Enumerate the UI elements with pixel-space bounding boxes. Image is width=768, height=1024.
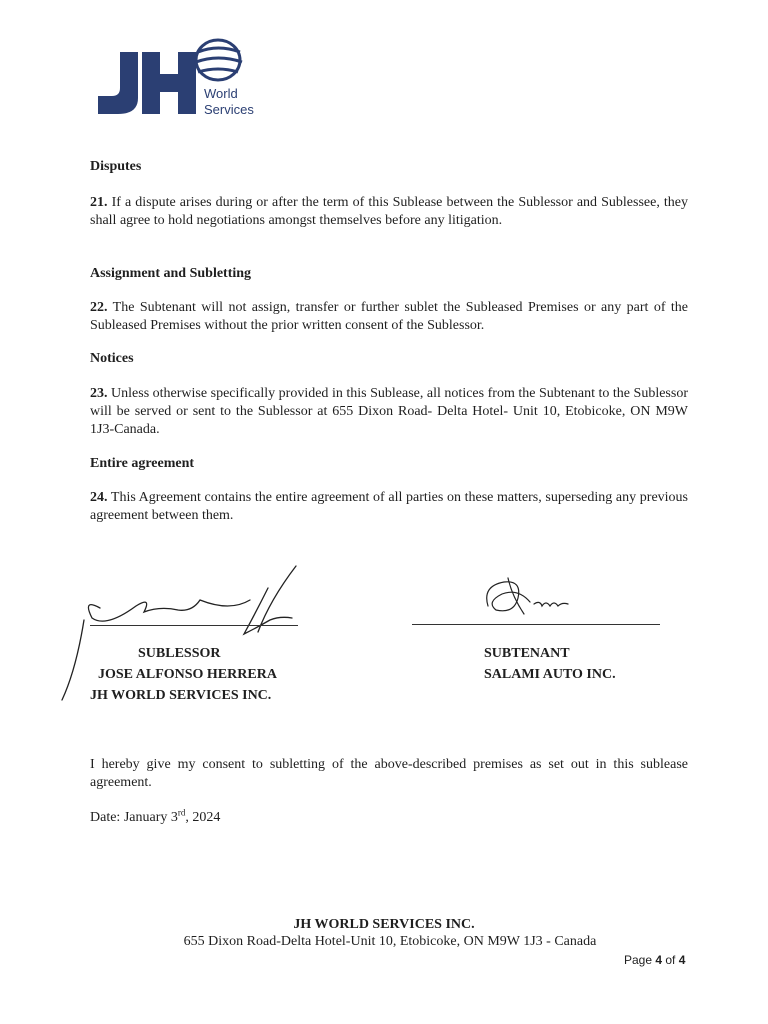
logo-word-services: Services <box>204 102 254 117</box>
page-number <box>624 953 685 967</box>
heading-notices: Notices <box>90 351 134 366</box>
clause-number: 22. <box>90 300 108 315</box>
heading-entire-agreement: Entire agreement <box>90 456 195 471</box>
clause-text: If a dispute arises during or after the term of this Sublease between the Sublessor and Sublessee, they shall agree to hold negotiations amongst themselves before any litigation. <box>90 195 689 228</box>
clause-number: 21. <box>90 195 108 210</box>
page-current: 4 <box>655 953 663 967</box>
footer-company: JH WORLD SERVICES INC. <box>293 917 475 932</box>
subtenant-signature-line <box>412 624 660 625</box>
date-year: , 2024 <box>185 810 221 825</box>
heading-assignment: Assignment and Subletting <box>90 266 252 281</box>
logo-word-world: World <box>204 86 238 101</box>
clause-23 <box>90 385 688 439</box>
clause-24 <box>90 489 688 525</box>
sublessor-signature-line <box>90 625 298 626</box>
clause-22 <box>90 299 688 335</box>
consent-date <box>90 809 220 827</box>
subtenant-role: SUBTENANT <box>484 646 570 661</box>
page-of: of <box>662 953 679 967</box>
sublessor-company: JH WORLD SERVICES INC. <box>90 688 272 703</box>
clause-text: Unless otherwise specifically provided in this Sublease, all notices from the Subtenant to the Sublessor will be served or sent to the Sublessor at 655 Dixon Road- Delta Hotel- Unit 10, Etobicoke, ON M9W 1J3-Canada. <box>90 386 688 437</box>
heading-disputes: Disputes <box>90 159 142 174</box>
company-logo <box>90 30 280 125</box>
date-prefix: Date: January 3 <box>90 810 178 825</box>
clause-text: The Subtenant will not assign, transfer or further sublet the Subleased Premises or any part of the Subleased Premises without the prior written consent of the Sublessor. <box>90 300 689 333</box>
consent-statement: I hereby give my consent to subletting of the above-described premises as set out in this sublease agreement. <box>90 757 688 790</box>
clause-number: 24. <box>90 490 108 505</box>
clause-number: 23. <box>90 386 108 401</box>
clause-21 <box>90 194 688 230</box>
page-total: 4 <box>678 953 686 967</box>
subtenant-signature <box>478 572 578 622</box>
footer-address: 655 Dixon Road-Delta Hotel-Unit 10, Etobicoke, ON M9W 1J3 - Canada <box>183 934 597 949</box>
sublessor-role: SUBLESSOR <box>138 646 221 661</box>
clause-text: This Agreement contains the entire agreement of all parties on these matters, superseding any previous agreement between them. <box>90 490 689 523</box>
date-ordinal-suffix: rd <box>177 807 186 818</box>
page-prefix: Page <box>624 953 656 967</box>
subtenant-company: SALAMI AUTO INC. <box>484 667 616 682</box>
sublessor-name: JOSE ALFONSO HERRERA <box>98 667 277 682</box>
